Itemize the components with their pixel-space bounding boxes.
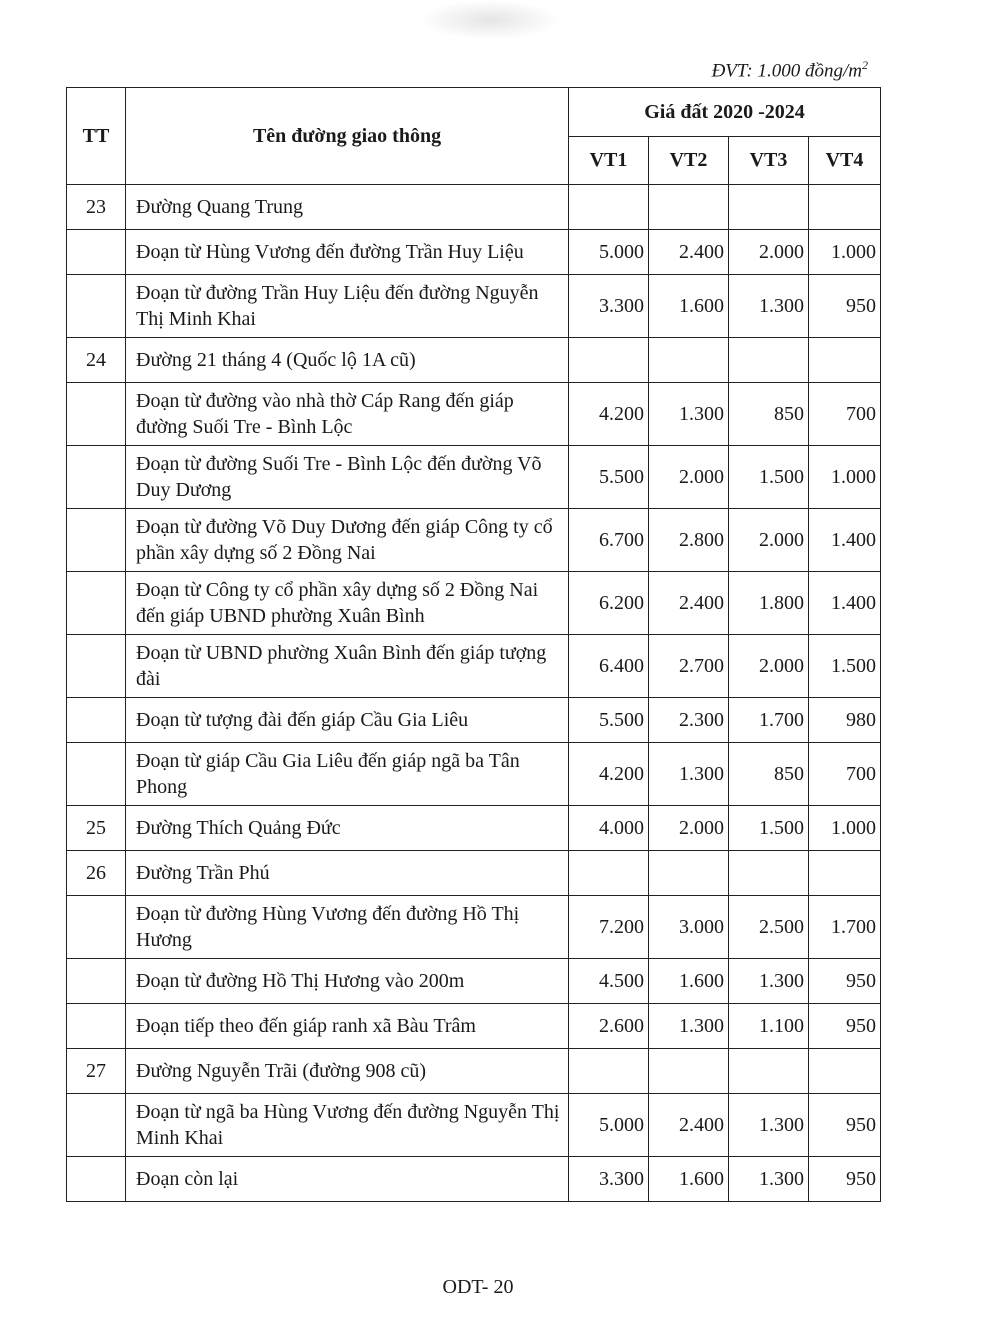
- row-vt2: 2.000: [649, 446, 729, 509]
- row-vt1: 3.300: [569, 275, 649, 338]
- row-vt4: 1.400: [809, 572, 881, 635]
- row-vt4: [809, 185, 881, 230]
- row-road-name: Đoạn từ đường vào nhà thờ Cáp Rang đến giáp đường Suối Tre - Bình Lộc: [126, 383, 569, 446]
- row-vt1: 6.200: [569, 572, 649, 635]
- table-row: [67, 1094, 881, 1157]
- row-vt4: 950: [809, 959, 881, 1004]
- header-name: Tên đường giao thông: [126, 88, 569, 185]
- row-tt: [67, 743, 126, 806]
- row-vt3: 1.300: [729, 1094, 809, 1157]
- row-vt2: 1.600: [649, 1157, 729, 1202]
- page-footer: ODT- 20: [442, 1276, 514, 1298]
- row-tt: 26: [67, 851, 126, 896]
- row-road-name: Đoạn từ UBND phường Xuân Bình đến giáp tượng đài: [126, 635, 569, 698]
- row-vt1: 3.300: [569, 1157, 649, 1202]
- row-vt2: [649, 185, 729, 230]
- row-vt3: 850: [729, 383, 809, 446]
- row-vt3: 1.100: [729, 1004, 809, 1049]
- row-vt4: [809, 851, 881, 896]
- row-vt1: 5.500: [569, 698, 649, 743]
- table-row: [67, 896, 881, 959]
- header-price-group: Giá đất 2020 -2024: [569, 88, 881, 137]
- row-tt: [67, 275, 126, 338]
- row-road-name: Đoạn từ tượng đài đến giáp Cầu Gia Liêu: [126, 698, 569, 743]
- row-vt4: [809, 1049, 881, 1094]
- table-row: [67, 509, 881, 572]
- row-road-name: Đoạn từ đường Võ Duy Dương đến giáp Công ty cổ phần xây dựng số 2 Đồng Nai: [126, 509, 569, 572]
- row-tt: [67, 230, 126, 275]
- row-vt3: 2.500: [729, 896, 809, 959]
- row-vt1: [569, 185, 649, 230]
- unit-note: ĐVT: 1.000 đồng/$m^2$: [711, 58, 868, 82]
- row-vt2: 2.700: [649, 635, 729, 698]
- row-vt2: 2.800: [649, 509, 729, 572]
- row-vt3: 2.000: [729, 509, 809, 572]
- row-road-name: Đoạn từ đường Trần Huy Liệu đến đường Nguyễn Thị Minh Khai: [126, 275, 569, 338]
- row-vt3: [729, 185, 809, 230]
- row-vt1: 4.200: [569, 383, 649, 446]
- row-vt4: 950: [809, 1004, 881, 1049]
- row-vt3: 1.500: [729, 446, 809, 509]
- row-vt4: 950: [809, 275, 881, 338]
- row-vt2: 1.300: [649, 383, 729, 446]
- row-road-name: Đường Nguyễn Trãi (đường 908 cũ): [126, 1049, 569, 1094]
- row-vt3: 1.500: [729, 806, 809, 851]
- row-vt4: 1.000: [809, 230, 881, 275]
- header-vt3: VT3: [729, 136, 809, 185]
- table-row: [67, 230, 881, 275]
- table-row: [67, 635, 881, 698]
- table-row: [67, 275, 881, 338]
- table-row: [67, 383, 881, 446]
- row-vt4: 950: [809, 1094, 881, 1157]
- row-road-name: Đoạn từ đường Hùng Vương đến đường Hồ Thị Hương: [126, 896, 569, 959]
- row-vt1: 4.000: [569, 806, 649, 851]
- row-vt2: 2.300: [649, 698, 729, 743]
- row-vt1: 2.600: [569, 1004, 649, 1049]
- table-row: [67, 806, 881, 851]
- row-vt2: [649, 338, 729, 383]
- row-vt1: 6.700: [569, 509, 649, 572]
- table-row: [67, 1049, 881, 1094]
- row-vt3: 1.300: [729, 275, 809, 338]
- row-road-name: Đường Thích Quảng Đức: [126, 806, 569, 851]
- row-vt1: 5.000: [569, 230, 649, 275]
- scan-artifact: [420, 0, 560, 40]
- table-row: [67, 851, 881, 896]
- header-vt2: VT2: [649, 136, 729, 185]
- header-vt1: VT1: [569, 136, 649, 185]
- row-vt4: 950: [809, 1157, 881, 1202]
- row-vt3: 1.300: [729, 1157, 809, 1202]
- row-road-name: Đoạn từ giáp Cầu Gia Liêu đến giáp ngã ba Tân Phong: [126, 743, 569, 806]
- row-vt2: 2.000: [649, 806, 729, 851]
- row-vt1: 5.500: [569, 446, 649, 509]
- row-vt4: 1.000: [809, 446, 881, 509]
- land-price-table: [66, 87, 881, 1202]
- row-vt4: 700: [809, 383, 881, 446]
- row-vt4: 980: [809, 698, 881, 743]
- row-vt3: 1.700: [729, 698, 809, 743]
- row-tt: [67, 1004, 126, 1049]
- row-vt3: 2.000: [729, 635, 809, 698]
- row-tt: [67, 698, 126, 743]
- row-tt: [67, 1094, 126, 1157]
- row-vt2: 3.000: [649, 896, 729, 959]
- row-vt4: 700: [809, 743, 881, 806]
- row-vt1: [569, 338, 649, 383]
- row-vt1: 5.000: [569, 1094, 649, 1157]
- row-vt2: 1.300: [649, 1004, 729, 1049]
- table-row: [67, 698, 881, 743]
- row-road-name: Đoạn từ đường Hồ Thị Hương vào 200m: [126, 959, 569, 1004]
- table-row: [67, 1004, 881, 1049]
- row-road-name: Đoạn tiếp theo đến giáp ranh xã Bàu Trâm: [126, 1004, 569, 1049]
- table-row: [67, 959, 881, 1004]
- row-vt1: [569, 851, 649, 896]
- row-vt3: [729, 851, 809, 896]
- table-row: [67, 1157, 881, 1202]
- header-vt4: VT4: [809, 136, 881, 185]
- row-road-name: Đoạn từ đường Suối Tre - Bình Lộc đến đường Võ Duy Dương: [126, 446, 569, 509]
- row-vt3: 1.300: [729, 959, 809, 1004]
- row-road-name: Đoạn từ Hùng Vương đến đường Trần Huy Liệu: [126, 230, 569, 275]
- row-tt: 27: [67, 1049, 126, 1094]
- row-road-name: Đoạn từ Công ty cổ phần xây dựng số 2 Đồng Nai đến giáp UBND phường Xuân Bình: [126, 572, 569, 635]
- row-tt: [67, 635, 126, 698]
- row-vt1: 4.500: [569, 959, 649, 1004]
- row-vt4: 1.000: [809, 806, 881, 851]
- row-vt3: [729, 338, 809, 383]
- row-vt1: 7.200: [569, 896, 649, 959]
- row-vt3: [729, 1049, 809, 1094]
- row-vt2: 1.600: [649, 275, 729, 338]
- row-road-name: Đường 21 tháng 4 (Quốc lộ 1A cũ): [126, 338, 569, 383]
- row-road-name: Đoạn còn lại: [126, 1157, 569, 1202]
- row-vt1: 4.200: [569, 743, 649, 806]
- row-tt: [67, 896, 126, 959]
- row-road-name: Đường Trần Phú: [126, 851, 569, 896]
- header-tt: TT: [67, 88, 126, 185]
- table-row: [67, 185, 881, 230]
- row-vt2: [649, 1049, 729, 1094]
- row-vt3: 2.000: [729, 230, 809, 275]
- row-tt: 25: [67, 806, 126, 851]
- row-vt4: [809, 338, 881, 383]
- row-vt2: 2.400: [649, 1094, 729, 1157]
- row-vt2: [649, 851, 729, 896]
- table-row: [67, 446, 881, 509]
- table-row: [67, 338, 881, 383]
- row-road-name: Đường Quang Trung: [126, 185, 569, 230]
- row-vt3: 1.800: [729, 572, 809, 635]
- row-vt2: 2.400: [649, 230, 729, 275]
- row-tt: 23: [67, 185, 126, 230]
- row-tt: [67, 572, 126, 635]
- row-vt2: 1.300: [649, 743, 729, 806]
- row-vt4: 1.500: [809, 635, 881, 698]
- row-vt1: [569, 1049, 649, 1094]
- row-vt2: 2.400: [649, 572, 729, 635]
- row-vt4: 1.400: [809, 509, 881, 572]
- row-vt3: 850: [729, 743, 809, 806]
- row-vt2: 1.600: [649, 959, 729, 1004]
- table-row: [67, 743, 881, 806]
- row-tt: [67, 959, 126, 1004]
- row-tt: [67, 509, 126, 572]
- row-vt4: 1.700: [809, 896, 881, 959]
- row-vt1: 6.400: [569, 635, 649, 698]
- row-tt: [67, 383, 126, 446]
- table-body: [67, 185, 881, 1202]
- row-road-name: Đoạn từ ngã ba Hùng Vương đến đường Nguyễn Thị Minh Khai: [126, 1094, 569, 1157]
- row-tt: 24: [67, 338, 126, 383]
- row-tt: [67, 1157, 126, 1202]
- table-row: [67, 572, 881, 635]
- row-tt: [67, 446, 126, 509]
